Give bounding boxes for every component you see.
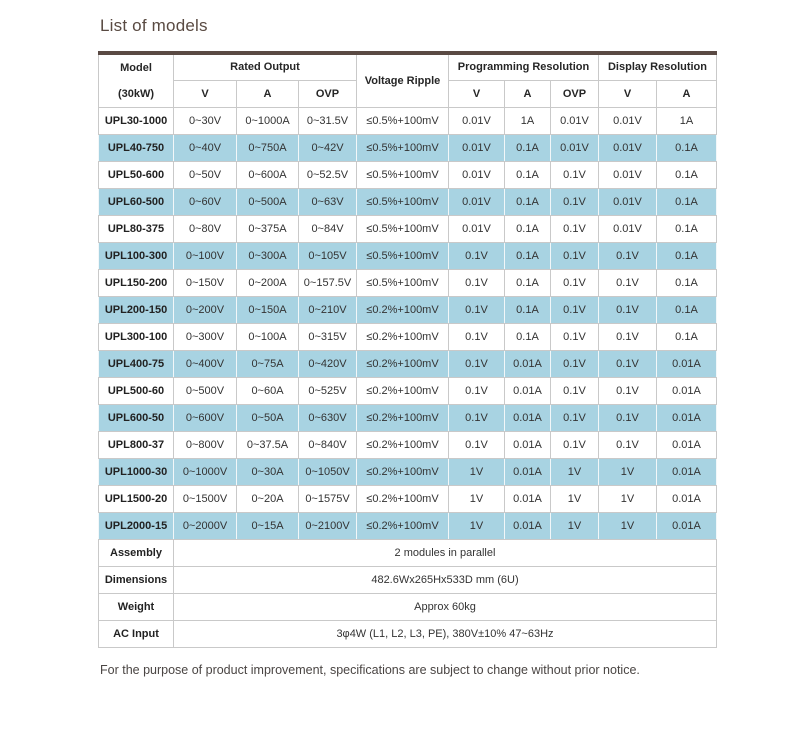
disp-v-cell: 0.01V [599, 188, 657, 215]
prog-a-cell: 1A [505, 107, 551, 134]
col-group-display-resolution: Display Resolution [599, 53, 717, 80]
disp-a-cell: 0.1A [657, 215, 717, 242]
disp-v-cell: 0.1V [599, 269, 657, 296]
model-cell: UPL200-150 [99, 296, 174, 323]
rated-a-cell: 0~750A [237, 134, 299, 161]
rated-v-cell: 0~300V [174, 323, 237, 350]
disp-a-cell: 0.01A [657, 404, 717, 431]
prog-v-cell: 0.01V [449, 107, 505, 134]
rated-ovp-cell: 0~1050V [299, 458, 357, 485]
model-row [99, 431, 717, 458]
disp-a-cell: 0.1A [657, 269, 717, 296]
footnote: For the purpose of product improvement, specifications are subject to change without prior notice. [100, 662, 640, 677]
rated-v-cell: 0~50V [174, 161, 237, 188]
rated-a-cell: 0~60A [237, 377, 299, 404]
rated-ovp-cell: 0~630V [299, 404, 357, 431]
model-label-line2: (30kW) [117, 87, 155, 100]
disp-a-cell: 0.1A [657, 296, 717, 323]
prog-ovp-cell: 0.1V [551, 377, 599, 404]
rated-ovp-cell: 0~840V [299, 431, 357, 458]
col-header-prog-v: V [449, 80, 505, 107]
prog-a-cell: 0.1A [505, 161, 551, 188]
voltage-ripple-cell: ≤0.5%+100mV [357, 107, 449, 134]
disp-v-cell: 0.1V [599, 296, 657, 323]
voltage-ripple-cell: ≤0.2%+100mV [357, 296, 449, 323]
prog-a-cell: 0.01A [505, 512, 551, 539]
spec-rows [99, 539, 717, 647]
model-row [99, 107, 717, 134]
prog-a-cell: 0.01A [505, 431, 551, 458]
model-cell: UPL150-200 [99, 269, 174, 296]
disp-a-cell: 1A [657, 107, 717, 134]
model-cell: UPL30-1000 [99, 107, 174, 134]
voltage-ripple-cell: ≤0.5%+100mV [357, 242, 449, 269]
prog-ovp-cell: 0.1V [551, 269, 599, 296]
col-header-prog-ovp: OVP [551, 80, 599, 107]
spec-value-cell: 482.6Wx265Hx533D mm (6U) [174, 566, 717, 593]
rated-v-cell: 0~150V [174, 269, 237, 296]
rated-a-cell: 0~15A [237, 512, 299, 539]
model-row [99, 377, 717, 404]
prog-ovp-cell: 1V [551, 512, 599, 539]
table-header [99, 53, 717, 107]
page-title: List of models [100, 16, 208, 35]
rated-a-cell: 0~37.5A [237, 431, 299, 458]
model-label-line1: Model [120, 61, 152, 74]
disp-v-cell: 0.1V [599, 431, 657, 458]
prog-ovp-cell: 0.1V [551, 296, 599, 323]
voltage-ripple-cell: ≤0.5%+100mV [357, 269, 449, 296]
prog-a-cell: 0.1A [505, 242, 551, 269]
spec-label-cell: Weight [99, 593, 174, 620]
prog-v-cell: 0.1V [449, 404, 505, 431]
model-row [99, 242, 717, 269]
disp-a-cell: 0.01A [657, 377, 717, 404]
spec-value-cell: 2 modules in parallel [174, 539, 717, 566]
prog-a-cell: 0.1A [505, 188, 551, 215]
disp-v-cell: 0.1V [599, 350, 657, 377]
model-row [99, 512, 717, 539]
disp-a-cell: 0.1A [657, 323, 717, 350]
model-cell: UPL60-500 [99, 188, 174, 215]
rated-a-cell: 0~75A [237, 350, 299, 377]
prog-v-cell: 0.1V [449, 377, 505, 404]
disp-a-cell: 0.01A [657, 431, 717, 458]
prog-a-cell: 0.1A [505, 269, 551, 296]
voltage-ripple-cell: ≤0.2%+100mV [357, 485, 449, 512]
disp-a-cell: 0.1A [657, 134, 717, 161]
model-cell: UPL300-100 [99, 323, 174, 350]
disp-v-cell: 0.1V [599, 377, 657, 404]
prog-a-cell: 0.01A [505, 350, 551, 377]
prog-ovp-cell: 0.1V [551, 404, 599, 431]
model-cell: UPL500-60 [99, 377, 174, 404]
disp-v-cell: 0.01V [599, 215, 657, 242]
rated-ovp-cell: 0~2100V [299, 512, 357, 539]
voltage-ripple-cell: ≤0.2%+100mV [357, 323, 449, 350]
rated-a-cell: 0~30A [237, 458, 299, 485]
prog-ovp-cell: 0.01V [551, 107, 599, 134]
prog-ovp-cell: 0.01V [551, 134, 599, 161]
voltage-ripple-cell: ≤0.2%+100mV [357, 377, 449, 404]
disp-v-cell: 1V [599, 512, 657, 539]
rated-ovp-cell: 0~157.5V [299, 269, 357, 296]
prog-ovp-cell: 1V [551, 485, 599, 512]
disp-a-cell: 0.01A [657, 512, 717, 539]
spec-row [99, 539, 717, 566]
prog-v-cell: 0.01V [449, 188, 505, 215]
prog-v-cell: 1V [449, 485, 505, 512]
rated-ovp-cell: 0~420V [299, 350, 357, 377]
voltage-ripple-cell: ≤0.5%+100mV [357, 215, 449, 242]
rated-ovp-cell: 0~525V [299, 377, 357, 404]
col-header-voltage-ripple: Voltage Ripple [357, 53, 449, 107]
rated-ovp-cell: 0~315V [299, 323, 357, 350]
prog-ovp-cell: 0.1V [551, 242, 599, 269]
prog-v-cell: 0.01V [449, 161, 505, 188]
prog-v-cell: 0.01V [449, 215, 505, 242]
prog-v-cell: 0.1V [449, 431, 505, 458]
disp-v-cell: 0.01V [599, 107, 657, 134]
prog-a-cell: 0.1A [505, 323, 551, 350]
voltage-ripple-cell: ≤0.2%+100mV [357, 458, 449, 485]
rated-v-cell: 0~40V [174, 134, 237, 161]
prog-a-cell: 0.01A [505, 485, 551, 512]
prog-v-cell: 0.1V [449, 296, 505, 323]
prog-v-cell: 0.01V [449, 134, 505, 161]
spec-label-cell: Dimensions [99, 566, 174, 593]
rated-ovp-cell: 0~210V [299, 296, 357, 323]
rated-v-cell: 0~2000V [174, 512, 237, 539]
col-header-disp-a: A [657, 80, 717, 107]
prog-ovp-cell: 0.1V [551, 323, 599, 350]
rated-v-cell: 0~200V [174, 296, 237, 323]
prog-ovp-cell: 0.1V [551, 350, 599, 377]
disp-a-cell: 0.1A [657, 242, 717, 269]
rated-v-cell: 0~100V [174, 242, 237, 269]
model-cell: UPL100-300 [99, 242, 174, 269]
disp-a-cell: 0.01A [657, 485, 717, 512]
col-header-model [99, 53, 174, 107]
spec-value-cell: Approx 60kg [174, 593, 717, 620]
rated-ovp-cell: 0~31.5V [299, 107, 357, 134]
model-rows [99, 107, 717, 539]
model-cell: UPL400-75 [99, 350, 174, 377]
col-header-prog-a: A [505, 80, 551, 107]
rated-v-cell: 0~1500V [174, 485, 237, 512]
rated-a-cell: 0~100A [237, 323, 299, 350]
rated-ovp-cell: 0~52.5V [299, 161, 357, 188]
model-row [99, 269, 717, 296]
prog-a-cell: 0.1A [505, 296, 551, 323]
model-row [99, 458, 717, 485]
rated-a-cell: 0~150A [237, 296, 299, 323]
model-cell: UPL1500-20 [99, 485, 174, 512]
spec-label-cell: AC Input [99, 620, 174, 647]
prog-a-cell: 0.01A [505, 377, 551, 404]
disp-a-cell: 0.01A [657, 350, 717, 377]
voltage-ripple-cell: ≤0.5%+100mV [357, 188, 449, 215]
model-row [99, 161, 717, 188]
model-row [99, 296, 717, 323]
rated-v-cell: 0~600V [174, 404, 237, 431]
disp-v-cell: 0.1V [599, 323, 657, 350]
voltage-ripple-cell: ≤0.2%+100mV [357, 404, 449, 431]
model-cell: UPL600-50 [99, 404, 174, 431]
disp-a-cell: 0.01A [657, 458, 717, 485]
rated-a-cell: 0~300A [237, 242, 299, 269]
models-spec-table [98, 51, 717, 648]
prog-a-cell: 0.01A [505, 404, 551, 431]
header-group-row [99, 53, 717, 80]
rated-ovp-cell: 0~1575V [299, 485, 357, 512]
model-cell: UPL1000-30 [99, 458, 174, 485]
col-header-rated-ovp: OVP [299, 80, 357, 107]
rated-a-cell: 0~200A [237, 269, 299, 296]
model-row [99, 188, 717, 215]
spec-row [99, 593, 717, 620]
rated-v-cell: 0~80V [174, 215, 237, 242]
rated-v-cell: 0~400V [174, 350, 237, 377]
col-header-disp-v: V [599, 80, 657, 107]
prog-ovp-cell: 1V [551, 458, 599, 485]
spec-label-cell: Assembly [99, 539, 174, 566]
model-row [99, 134, 717, 161]
model-cell: UPL50-600 [99, 161, 174, 188]
prog-v-cell: 0.1V [449, 269, 505, 296]
voltage-ripple-cell: ≤0.2%+100mV [357, 512, 449, 539]
disp-v-cell: 0.1V [599, 404, 657, 431]
prog-a-cell: 0.01A [505, 458, 551, 485]
disp-v-cell: 1V [599, 458, 657, 485]
model-cell: UPL40-750 [99, 134, 174, 161]
rated-ovp-cell: 0~42V [299, 134, 357, 161]
rated-a-cell: 0~20A [237, 485, 299, 512]
prog-ovp-cell: 0.1V [551, 215, 599, 242]
spec-value-cell: 3φ4W (L1, L2, L3, PE), 380V±10% 47~63Hz [174, 620, 717, 647]
rated-a-cell: 0~600A [237, 161, 299, 188]
prog-ovp-cell: 0.1V [551, 188, 599, 215]
spec-row [99, 620, 717, 647]
prog-a-cell: 0.1A [505, 134, 551, 161]
prog-v-cell: 1V [449, 512, 505, 539]
voltage-ripple-cell: ≤0.2%+100mV [357, 350, 449, 377]
voltage-ripple-cell: ≤0.2%+100mV [357, 431, 449, 458]
rated-a-cell: 0~1000A [237, 107, 299, 134]
col-header-rated-a: A [237, 80, 299, 107]
prog-v-cell: 0.1V [449, 242, 505, 269]
rated-v-cell: 0~60V [174, 188, 237, 215]
prog-ovp-cell: 0.1V [551, 161, 599, 188]
col-group-programming-resolution: Programming Resolution [449, 53, 599, 80]
disp-v-cell: 1V [599, 485, 657, 512]
model-row [99, 323, 717, 350]
rated-a-cell: 0~500A [237, 188, 299, 215]
col-header-rated-v: V [174, 80, 237, 107]
model-row [99, 404, 717, 431]
rated-v-cell: 0~800V [174, 431, 237, 458]
disp-a-cell: 0.1A [657, 188, 717, 215]
spec-row [99, 566, 717, 593]
prog-ovp-cell: 0.1V [551, 431, 599, 458]
col-group-rated-output: Rated Output [174, 53, 357, 80]
disp-a-cell: 0.1A [657, 161, 717, 188]
rated-a-cell: 0~50A [237, 404, 299, 431]
disp-v-cell: 0.1V [599, 242, 657, 269]
rated-v-cell: 0~30V [174, 107, 237, 134]
disp-v-cell: 0.01V [599, 134, 657, 161]
voltage-ripple-cell: ≤0.5%+100mV [357, 161, 449, 188]
prog-v-cell: 0.1V [449, 323, 505, 350]
model-cell: UPL80-375 [99, 215, 174, 242]
voltage-ripple-cell: ≤0.5%+100mV [357, 134, 449, 161]
model-cell: UPL800-37 [99, 431, 174, 458]
rated-ovp-cell: 0~84V [299, 215, 357, 242]
disp-v-cell: 0.01V [599, 161, 657, 188]
model-cell: UPL2000-15 [99, 512, 174, 539]
rated-v-cell: 0~500V [174, 377, 237, 404]
rated-ovp-cell: 0~63V [299, 188, 357, 215]
prog-v-cell: 1V [449, 458, 505, 485]
model-row [99, 350, 717, 377]
rated-a-cell: 0~375A [237, 215, 299, 242]
prog-a-cell: 0.1A [505, 215, 551, 242]
rated-v-cell: 0~1000V [174, 458, 237, 485]
prog-v-cell: 0.1V [449, 350, 505, 377]
model-row [99, 485, 717, 512]
rated-ovp-cell: 0~105V [299, 242, 357, 269]
model-row [99, 215, 717, 242]
